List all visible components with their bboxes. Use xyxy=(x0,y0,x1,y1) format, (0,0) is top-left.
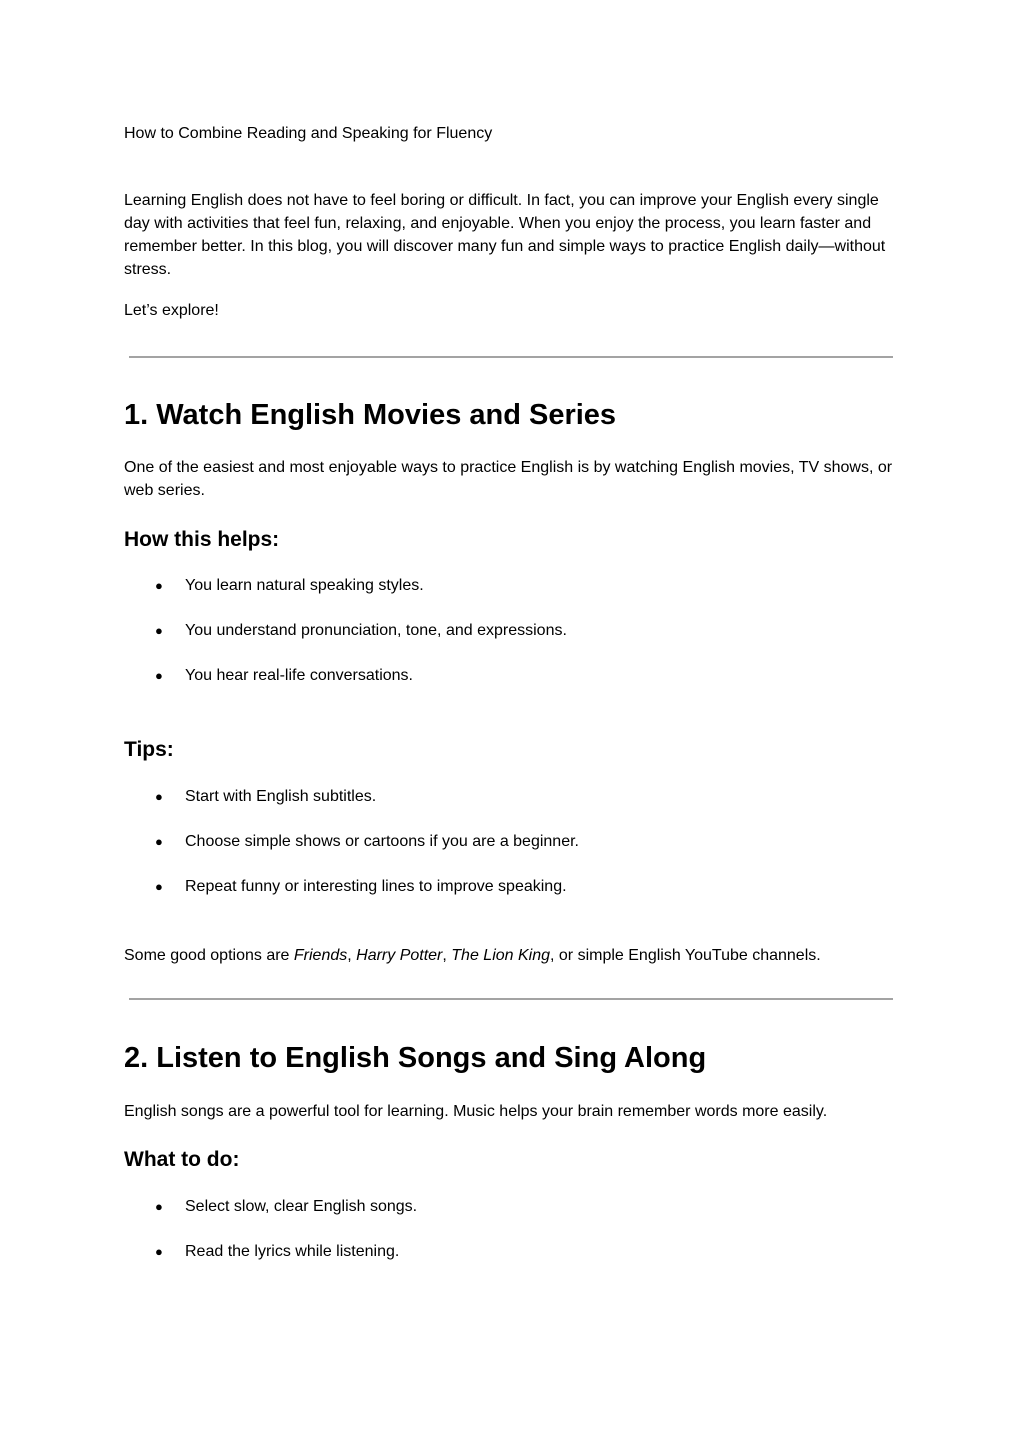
subheading-tips: Tips: xyxy=(124,738,174,761)
list-item-text: You hear real-life conversations. xyxy=(185,667,413,684)
bullet-icon: ● xyxy=(155,1244,163,1259)
bullet-list-helps xyxy=(124,576,899,711)
horizontal-divider xyxy=(129,998,893,1000)
list-item xyxy=(124,877,899,897)
section-heading-songs: 2. Listen to English Songs and Sing Along xyxy=(124,1042,707,1074)
list-item xyxy=(124,621,899,641)
list-item xyxy=(124,1197,899,1217)
options-prefix: Some good options are xyxy=(124,947,294,964)
list-item-text: Start with English subtitles. xyxy=(185,788,377,805)
good-options-paragraph xyxy=(124,944,899,967)
section-paragraph-songs: English songs are a powerful tool for learning. Music helps your brain remember words more easily. xyxy=(124,1103,828,1120)
bullet-icon: ● xyxy=(155,879,163,894)
bullet-icon: ● xyxy=(155,834,163,849)
bullet-list-what-to-do xyxy=(124,1197,899,1287)
options-separator: , xyxy=(347,947,357,964)
list-item xyxy=(124,832,899,852)
list-item-text: You understand pronunciation, tone, and expressions. xyxy=(185,622,567,639)
subheading-how-this-helps: How this helps: xyxy=(124,528,280,551)
bullet-icon: ● xyxy=(155,623,163,638)
section-heading-movies: 1. Watch English Movies and Series xyxy=(124,399,617,431)
list-item-text: Read the lyrics while listening. xyxy=(185,1243,400,1260)
title-friends: Friends xyxy=(293,947,348,964)
options-suffix: , or simple English YouTube channels. xyxy=(550,947,821,964)
title-harry-potter: Harry Potter xyxy=(356,947,443,964)
list-item-text: Choose simple shows or cartoons if you are a beginner. xyxy=(185,833,579,850)
section-paragraph-movies: One of the easiest and most enjoyable ways to practice English is by watching English movies, TV shows, or web series. xyxy=(124,459,893,499)
list-item xyxy=(124,1242,899,1262)
list-item-text: You learn natural speaking styles. xyxy=(185,577,424,594)
bullet-icon: ● xyxy=(155,789,163,804)
document-title: How to Combine Reading and Speaking for Fluency xyxy=(124,125,493,142)
title-lion-king: The Lion King xyxy=(451,947,551,964)
bullet-icon: ● xyxy=(155,1199,163,1214)
bullet-icon: ● xyxy=(155,668,163,683)
horizontal-divider xyxy=(129,356,893,358)
bullet-icon: ● xyxy=(155,578,163,593)
explore-line: Let’s explore! xyxy=(124,302,219,319)
list-item-text: Select slow, clear English songs. xyxy=(185,1198,418,1215)
list-item xyxy=(124,576,899,596)
intro-paragraph: Learning English does not have to feel boring or difficult. In fact, you can improve your English every single day with activities that feel fun, relaxing, and enjoyable. When you enjoy the process, you learn faster and remember better. In this blog, you will discover many fun and simple ways to practice English daily—without stress. xyxy=(124,192,886,278)
list-item xyxy=(124,787,899,807)
bullet-list-tips xyxy=(124,787,899,922)
subheading-what-to-do: What to do: xyxy=(124,1148,240,1171)
list-item xyxy=(124,666,899,686)
list-item-text: Repeat funny or interesting lines to improve speaking. xyxy=(185,878,567,895)
options-separator: , xyxy=(442,947,452,964)
